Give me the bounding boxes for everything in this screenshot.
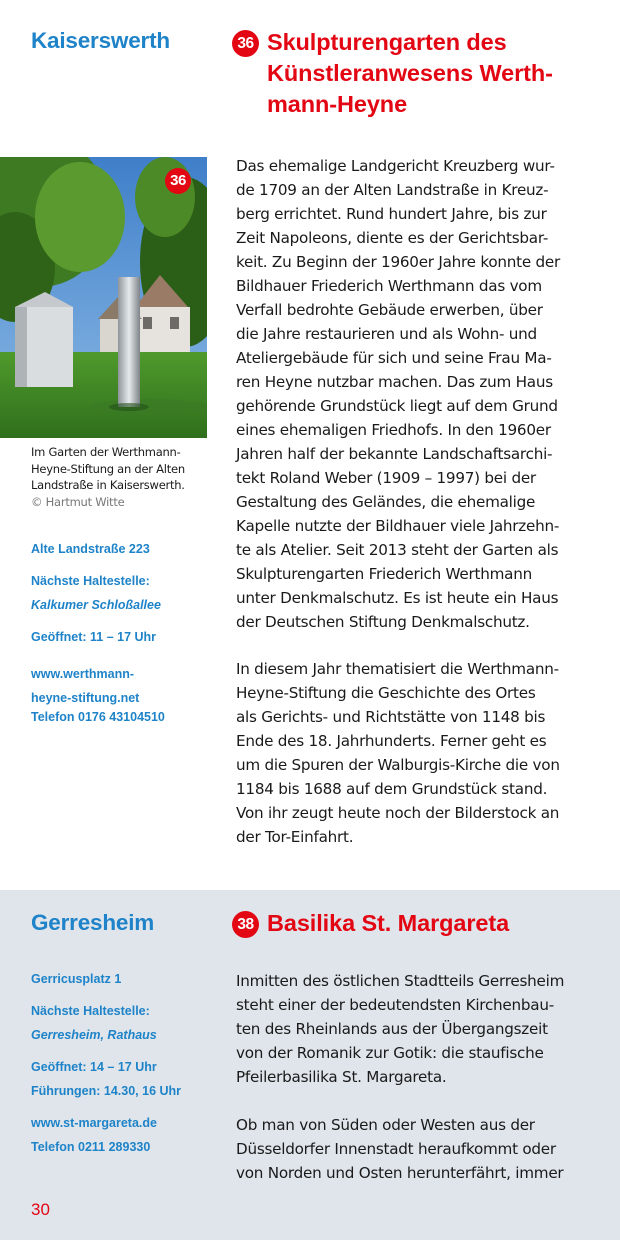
photo-number-badge: 36 xyxy=(165,168,191,194)
stop-label: Nächste Haltestelle: xyxy=(31,574,150,588)
phone-number: Telefon 0176 43104510 xyxy=(31,710,165,724)
stop-name-2: Gerresheim, Rathaus xyxy=(31,1028,157,1042)
photo-credit: © Hartmut Witte xyxy=(31,494,125,509)
description-paragraph-2: In diesem Jahr thematisiert die Werthmann- Heyne-Stiftung die Geschichte des Ortes als Gerichts- und Richtstätte von 1148 bis Ende des 18. Jahrhunderts. Ferner geht es um die Spuren der Walburgis-Kirche die von 1184 bis 1688 auf dem Grundstück stand. Von ihr zeugt heute noch der Bilderstock an der Tor-Einfahrt. xyxy=(236,660,560,846)
district-heading: Kaiserswerth xyxy=(31,28,170,53)
description-paragraph-4: Ob man von Süden oder Westen aus der Düsseldorfer Innenstadt heraufkommt oder von Norden und Osten herunterfährt, immer xyxy=(236,1116,564,1182)
photo-caption: Im Garten der Werthmann- Heyne-Stiftung an der Alten Landstraße in Kaiserswerth. © Hartmut Witte xyxy=(31,444,211,510)
phone-number-2: Telefon 0211 289330 xyxy=(31,1140,151,1154)
tour-times: Führungen: 14.30, 16 Uhr xyxy=(31,1084,182,1098)
address: Alte Landstraße 223 xyxy=(31,542,150,556)
opening-hours: Geöffnet: 11 – 17 Uhr xyxy=(31,630,157,644)
page-number: 30 xyxy=(31,1200,50,1219)
description-paragraph-1: Das ehemalige Landgericht Kreuzberg wur- de 1709 an der Alten Landstraße in Kreuz- berg errichtet. Rund hundert Jahre, bis zur Zeit Napoleons, diente es der Gerichtsbar- keit. Zu Beginn der 1960er Jahre konnte der Bildhauer Friederich Werthmann das vom Verfall bedrohte Gebäude erwerben, über die Jahre restaurieren und als Wohn- und Ateliergebäude für sich und seine Frau Ma- ren Heyne nutzbar machen. Das zum Haus gehörende Grundstück liegt auf dem Grund eines ehemaligen Friedhofs. In den 1960er Jahren half der bekannte Landschaftsarchi- tekt Roland Weber (1909 – 1997) bei der Gestaltung des Geländes, die ehemalige Kapelle nutzte der Bildhauer viele Jahrzehn- te als Atelier. Seit 2013 steht der Garten als Skulpturengarten Friederich Werthmann unter Denkmalschutz. Es ist heute ein Haus der Deutschen Stiftung Denkmalschutz. xyxy=(236,157,561,631)
district-heading-2: Gerresheim xyxy=(31,910,155,935)
venue-title-2: Basilika St. Margareta xyxy=(267,910,510,936)
stop-label-2: Nächste Haltestelle: xyxy=(31,1004,150,1018)
stop-name: Kalkumer Schloßallee xyxy=(31,598,161,612)
website-link-2[interactable]: www.st-margareta.de xyxy=(31,1116,157,1130)
description-paragraph-3: Inmitten des östlichen Stadtteils Gerresheim steht einer der bedeutendsten Kirchenbau- ten des Rheinlands aus der Übergangszeit von der Romanik zur Gotik: die staufische Pfeilerbasilika St. Margareta. xyxy=(236,972,565,1086)
venue-photo xyxy=(0,157,207,438)
number-badge-2: 38 xyxy=(232,911,259,938)
address-2: Gerricusplatz 1 xyxy=(31,972,122,986)
website-link[interactable]: www.werthmann- heyne-stiftung.net xyxy=(31,667,140,705)
venue-title: Skulpturengarten des Künstleranwesens Werth- mann-Heyne xyxy=(267,29,553,117)
number-badge: 36 xyxy=(232,30,259,57)
opening-hours-2: Geöffnet: 14 – 17 Uhr xyxy=(31,1060,157,1074)
